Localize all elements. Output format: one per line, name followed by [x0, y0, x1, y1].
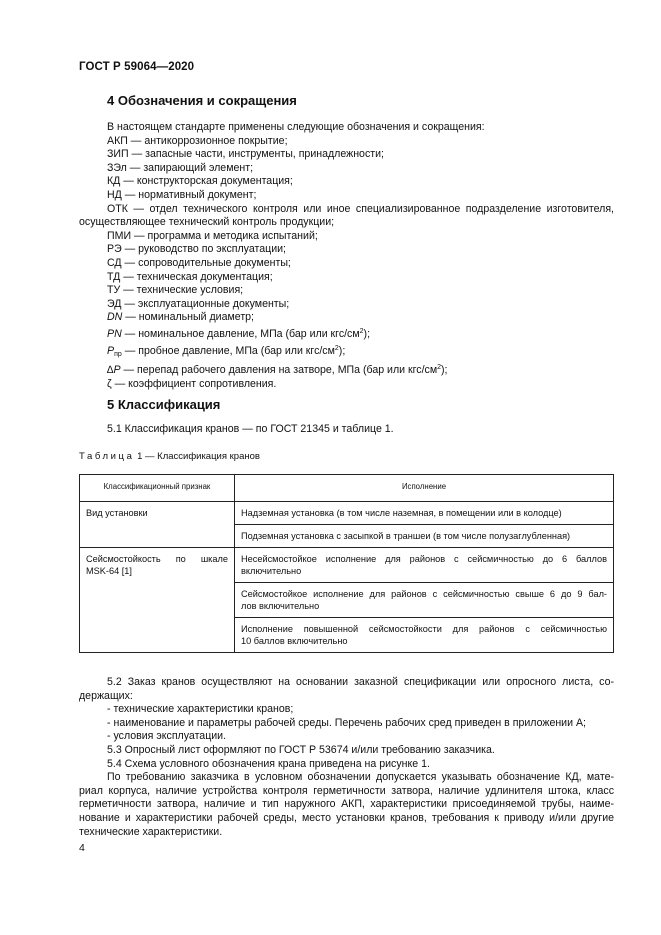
symbol: ∆P	[107, 364, 121, 377]
symbol-end: );	[363, 327, 371, 340]
page-number: 4	[79, 842, 85, 854]
abbr-item: ПМИ — программа и методика испытаний;	[107, 229, 318, 242]
option-line: Сейсмостойкое исполнение для районов с сейсмичностью свыше 6 до 9 бал-	[241, 589, 607, 599]
abbr-item: СД — сопроводительные документы;	[107, 256, 291, 269]
superscript: 2	[334, 344, 339, 352]
clause-5-4: 5.4 Схема условного обозначения крана приведена на рисунке 1.	[107, 757, 430, 770]
clause-5-2-line1: 5.2 Заказ кранов осуществляют на основании заказной спецификации или опросного листа, со-	[107, 676, 614, 688]
abbr-item: ЭД — эксплуатационные документы;	[107, 297, 290, 310]
abbr-item: КД — конструкторская документация;	[107, 175, 293, 188]
caption-label: Таблица	[79, 451, 135, 462]
table-caption	[79, 451, 260, 462]
table-row	[80, 502, 614, 525]
standard-header: ГОСТ Р 59064—2020	[79, 61, 195, 73]
bullet-item: - условия эксплуатации.	[107, 730, 227, 743]
paragraph-line: нование и характеристики рабочей среды, место установки кранов, требования к приводу и/или другие	[79, 811, 614, 824]
section-5-body	[79, 423, 614, 437]
option-cell	[235, 618, 614, 653]
abbr-item: НД — нормативный документ;	[107, 188, 257, 201]
feature-line: MSK-64 [1]	[86, 566, 132, 576]
option-cell: Надземная установка (в том числе наземная, в помещении или в колодце)	[235, 502, 614, 525]
abbr-item: ТУ — технические условия;	[107, 284, 244, 297]
symbol-zeta: ζ — коэффициент сопротивления.	[107, 377, 277, 390]
abbr-otk-line1: ОТК — отдел технического контроля или иное специализированное подразделение изготовителя,	[107, 202, 614, 215]
symbol-pn	[79, 325, 614, 342]
clause-5-1: 5.1 Классификация кранов — по ГОСТ 21345 и таблице 1.	[107, 423, 394, 435]
abbr-otk-line2: осуществляющее технический контроль продукции;	[79, 216, 335, 229]
paragraph-line: риал корпуса, наличие устройства контроля герметичности затвора, наличие удлинителя штока, класс	[79, 784, 614, 797]
bullet-item: - наименование и параметры рабочей среды. Перечень рабочих сред приведен в приложении А;	[107, 716, 586, 729]
section-4-intro: В настоящем стандарте применены следующие обозначения и сокращения:	[107, 121, 485, 133]
symbol: P	[107, 344, 115, 357]
section-4-body	[79, 121, 614, 391]
table-header-row	[80, 475, 614, 502]
bullet-item: - технические характеристики кранов;	[107, 703, 294, 716]
feature-line: Сейсмостойкость по шкале	[86, 554, 228, 564]
option-line: лов включительно	[241, 601, 320, 611]
column-header: Классификационный признак	[80, 475, 235, 502]
symbol-ppr	[79, 342, 614, 362]
abbr-item: АКП — антикоррозионное покрытие;	[107, 134, 288, 147]
section-4-title: 4 Обозначения и сокращения	[107, 93, 297, 108]
abbr-item: ЗЭл — запирающий элемент;	[107, 161, 254, 174]
symbol: PN	[107, 327, 122, 340]
option-line: Исполнение повышенной сейсмостойкости для районов с сейсмичностью	[241, 624, 607, 634]
symbol-end: );	[338, 344, 346, 357]
symbol-text: — перепад рабочего давления на затворе, МПа (бар или кгс/см	[120, 364, 438, 377]
superscript: 2	[359, 327, 364, 335]
caption-text: 1 — Классификация кранов	[134, 451, 260, 462]
option-cell	[235, 548, 614, 583]
paragraph-line: По требованию заказчика в условном обозначении допускается указывать обозначение КД, мате-	[107, 771, 614, 784]
symbol: DN	[107, 311, 123, 324]
abbr-item: ЗИП — запасные части, инструменты, принадлежности;	[107, 148, 384, 161]
option-cell: Подземная установка с засыпкой в траншеи (в том числе полузаглубленная)	[235, 525, 614, 548]
symbol-text: — номинальное давление, МПа (бар или кгс/см	[121, 327, 360, 340]
option-line: Несейсмостойкое исполнение для районов с сейсмичностью до 6 баллов	[241, 554, 607, 564]
option-cell	[235, 583, 614, 618]
section-5-title: 5 Классификация	[107, 397, 221, 412]
symbol-text: — пробное давление, МПа (бар или кгс/см	[121, 344, 335, 357]
symbol-end: );	[441, 364, 448, 377]
clause-5-2-line2: держащих:	[79, 689, 133, 702]
paragraph-line: технические характеристики.	[79, 825, 223, 838]
option-line: включительно	[241, 566, 302, 576]
symbol-dn	[79, 311, 614, 325]
abbr-item: РЭ — руководство по эксплуатации;	[107, 243, 286, 256]
classification-table	[79, 474, 614, 653]
column-header: Исполнение	[235, 475, 614, 502]
feature-cell	[80, 548, 235, 653]
clause-5-3: 5.3 Опросный лист оформляют по ГОСТ Р 53674 и/или требованию заказчика.	[107, 743, 495, 756]
feature-cell: Вид установки	[80, 502, 235, 548]
clauses-after-table	[79, 676, 614, 839]
symbol-text: — номинальный диаметр;	[122, 311, 255, 324]
subscript: пр	[114, 350, 122, 358]
superscript: 2	[437, 364, 442, 372]
option-line: 10 баллов включительно	[241, 636, 348, 646]
paragraph-line: герметичности затвора, наличие и тип наружного АКП, характеристики присоединяемой трубы, наиме-	[79, 798, 614, 811]
abbr-item: ТД — техническая документация;	[107, 270, 273, 283]
table-row	[80, 548, 614, 583]
symbol-dp	[79, 361, 614, 378]
